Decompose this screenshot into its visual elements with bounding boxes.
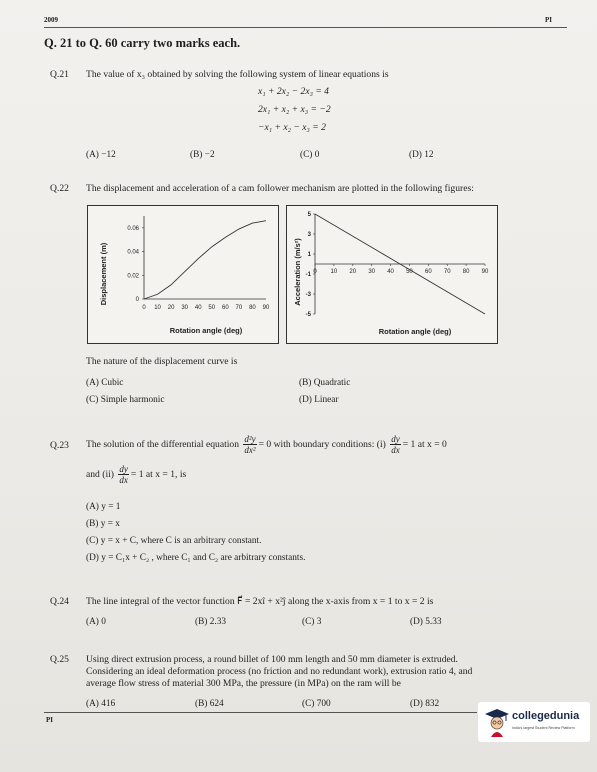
displacement-curve [144, 221, 266, 299]
q24-option-d: (D) 5.33 [410, 617, 442, 627]
q23-bc2-num: dy [119, 464, 128, 475]
q25-line-2: Considering an ideal deformation process (no friction and no redundant work), extrusion ratio 4, and [86, 666, 473, 677]
q21-option-a: (A) −12 [86, 150, 116, 160]
q21-option-d: (D) 12 [409, 150, 434, 160]
acceleration-y-tick-label: 3 [307, 232, 311, 238]
section-title: Q. 21 to Q. 60 carry two marks each. [44, 36, 241, 50]
acceleration-y-tick-label: -5 [305, 312, 311, 318]
displacement-x-tick-label: 20 [167, 305, 175, 311]
q23-number: Q.23 [50, 440, 69, 451]
q21-option-c: (C) 0 [300, 150, 320, 160]
acceleration-x-tick-label: 90 [481, 269, 489, 275]
q22-number: Q.22 [50, 183, 69, 194]
acceleration-chart-xlabel: Rotation angle (deg) [378, 327, 452, 336]
q23-frac-num: d²y [244, 434, 256, 445]
acceleration-y-tick-label: -1 [305, 272, 311, 278]
q24-option-a: (A) 0 [86, 617, 106, 627]
student-avatar-icon [484, 707, 510, 737]
q25-option-c: (C) 700 [302, 699, 331, 709]
q23-derivative [243, 434, 256, 455]
footer-code: PI [46, 716, 53, 724]
displacement-x-tick-label: 0 [142, 305, 146, 311]
brand-name: collegedunia [512, 710, 580, 722]
displacement-y-tick-label: 0.02 [127, 273, 139, 280]
displacement-x-tick-label: 90 [262, 305, 270, 311]
acceleration-x-tick-label: 60 [424, 269, 432, 275]
displacement-y-tick-label: 0.06 [127, 225, 139, 232]
q22-followup: The nature of the displacement curve is [86, 356, 238, 367]
q25-line-3: average flow stress of material 300 MPa, the pressure (in MPa) on the ram will be [86, 678, 401, 689]
acceleration-x-tick-label: 20 [349, 269, 357, 275]
displacement-x-tick-label: 50 [208, 305, 216, 311]
q23-option-b: (B) y = x [86, 519, 120, 529]
q25-option-b: (B) 624 [195, 699, 224, 709]
q21-equation-2: 2x₁ + x₂ + x₃ = −2 [258, 104, 331, 115]
q23-bc2-den: dx [119, 475, 128, 486]
q23-option-d: (D) y = C₁x + C₂ , where C₁ and C₂ are arbitrary constants. [86, 553, 306, 563]
q24-text: The line integral of the vector function F⃗ = 2xî + x²ĵ along the x-axis from x = 1 to x = 2 is [86, 596, 434, 607]
q23-bc2-tail: = 1 at x = 1, is [130, 469, 187, 480]
q23-and: and (ii) [86, 469, 114, 480]
collegedunia-watermark [478, 702, 590, 742]
q23-bc1-den: dx [391, 445, 400, 456]
q21-text: The value of x₃ obtained by solving the following system of linear equations is [86, 69, 389, 80]
q21-equation-1: x₁ + 2x₂ − 2x₃ = 4 [258, 86, 329, 97]
displacement-y-tick-label: 0 [135, 297, 139, 303]
q21-option-b: (B) −2 [190, 150, 215, 160]
displacement-chart-xlabel: Rotation angle (deg) [169, 326, 243, 335]
displacement-x-tick-label: 80 [249, 305, 256, 311]
q23-statement [86, 431, 447, 459]
displacement-x-tick-label: 60 [221, 305, 229, 311]
q23-option-a: (A) y = 1 [86, 502, 121, 512]
acceleration-chart-svg [287, 206, 497, 343]
acceleration-y-tick-label: -3 [305, 292, 311, 298]
displacement-x-tick-label: 30 [181, 305, 189, 311]
q23-bc1-derivative [390, 434, 401, 455]
displacement-chart [87, 205, 279, 344]
displacement-chart-svg [88, 206, 278, 343]
acceleration-y-tick-label: 1 [307, 252, 311, 258]
q21-number: Q.21 [50, 69, 69, 80]
acceleration-chart [286, 205, 498, 344]
displacement-x-tick-label: 40 [194, 305, 202, 311]
acceleration-x-tick-label: 70 [443, 269, 451, 275]
acceleration-y-tick-label: 5 [307, 212, 311, 218]
q22-option-c: (C) Simple harmonic [86, 395, 165, 405]
q25-line-1: Using direct extrusion process, a round billet of 100 mm length and 50 mm diameter is extruded. [86, 654, 458, 665]
displacement-x-tick-label: 10 [154, 305, 161, 311]
displacement-x-tick-label: 70 [235, 305, 243, 311]
acceleration-x-tick-label: 0 [313, 269, 317, 275]
q24-number: Q.24 [50, 596, 69, 607]
q23-option-c: (C) y = x + C, where C is an arbitrary constant. [86, 536, 262, 546]
displacement-y-tick-label: 0.04 [127, 249, 139, 256]
acceleration-x-tick-label: 40 [387, 269, 394, 275]
q24-option-c: (C) 3 [302, 617, 322, 627]
q22-option-d: (D) Linear [299, 395, 339, 405]
q24-option-b: (B) 2.33 [195, 617, 226, 627]
q22-option-a: (A) Cubic [86, 378, 124, 388]
acceleration-x-tick-label: 50 [406, 269, 413, 275]
acceleration-x-tick-label: 10 [330, 269, 338, 275]
q22-option-b: (B) Quadratic [299, 378, 351, 388]
footer-rule [44, 712, 477, 713]
q23-second-condition [86, 461, 186, 489]
q23-mid: = 0 with boundary conditions: (i) [258, 439, 386, 450]
q25-number: Q.25 [50, 654, 69, 665]
acceleration-chart-ylabel: Acceleration (m/s²) [293, 238, 302, 306]
q23-bc1-tail: = 1 at x = 0 [402, 439, 447, 450]
header-rule [44, 27, 567, 28]
q23-frac-den: dx² [244, 445, 256, 456]
q23-lead: The solution of the differential equation [86, 439, 240, 450]
acceleration-x-tick-label: 80 [462, 269, 470, 275]
q21-equation-3: −x₁ + x₂ − x₃ = 2 [258, 122, 326, 133]
displacement-chart-ylabel: Displacement (m) [99, 242, 108, 306]
q25-option-a: (A) 416 [86, 699, 116, 709]
brand-tagline: India's largest Student Review Platform [512, 726, 575, 730]
q22-text: The displacement and acceleration of a cam follower mechanism are plotted in the following figures: [86, 183, 474, 194]
q25-option-d: (D) 832 [410, 699, 440, 709]
q23-bc2-derivative [118, 464, 129, 485]
acceleration-x-tick-label: 30 [368, 269, 376, 275]
q23-bc1-num: dy [391, 434, 400, 445]
header-year: 2009 [44, 16, 58, 24]
header-code: PI [545, 16, 552, 24]
